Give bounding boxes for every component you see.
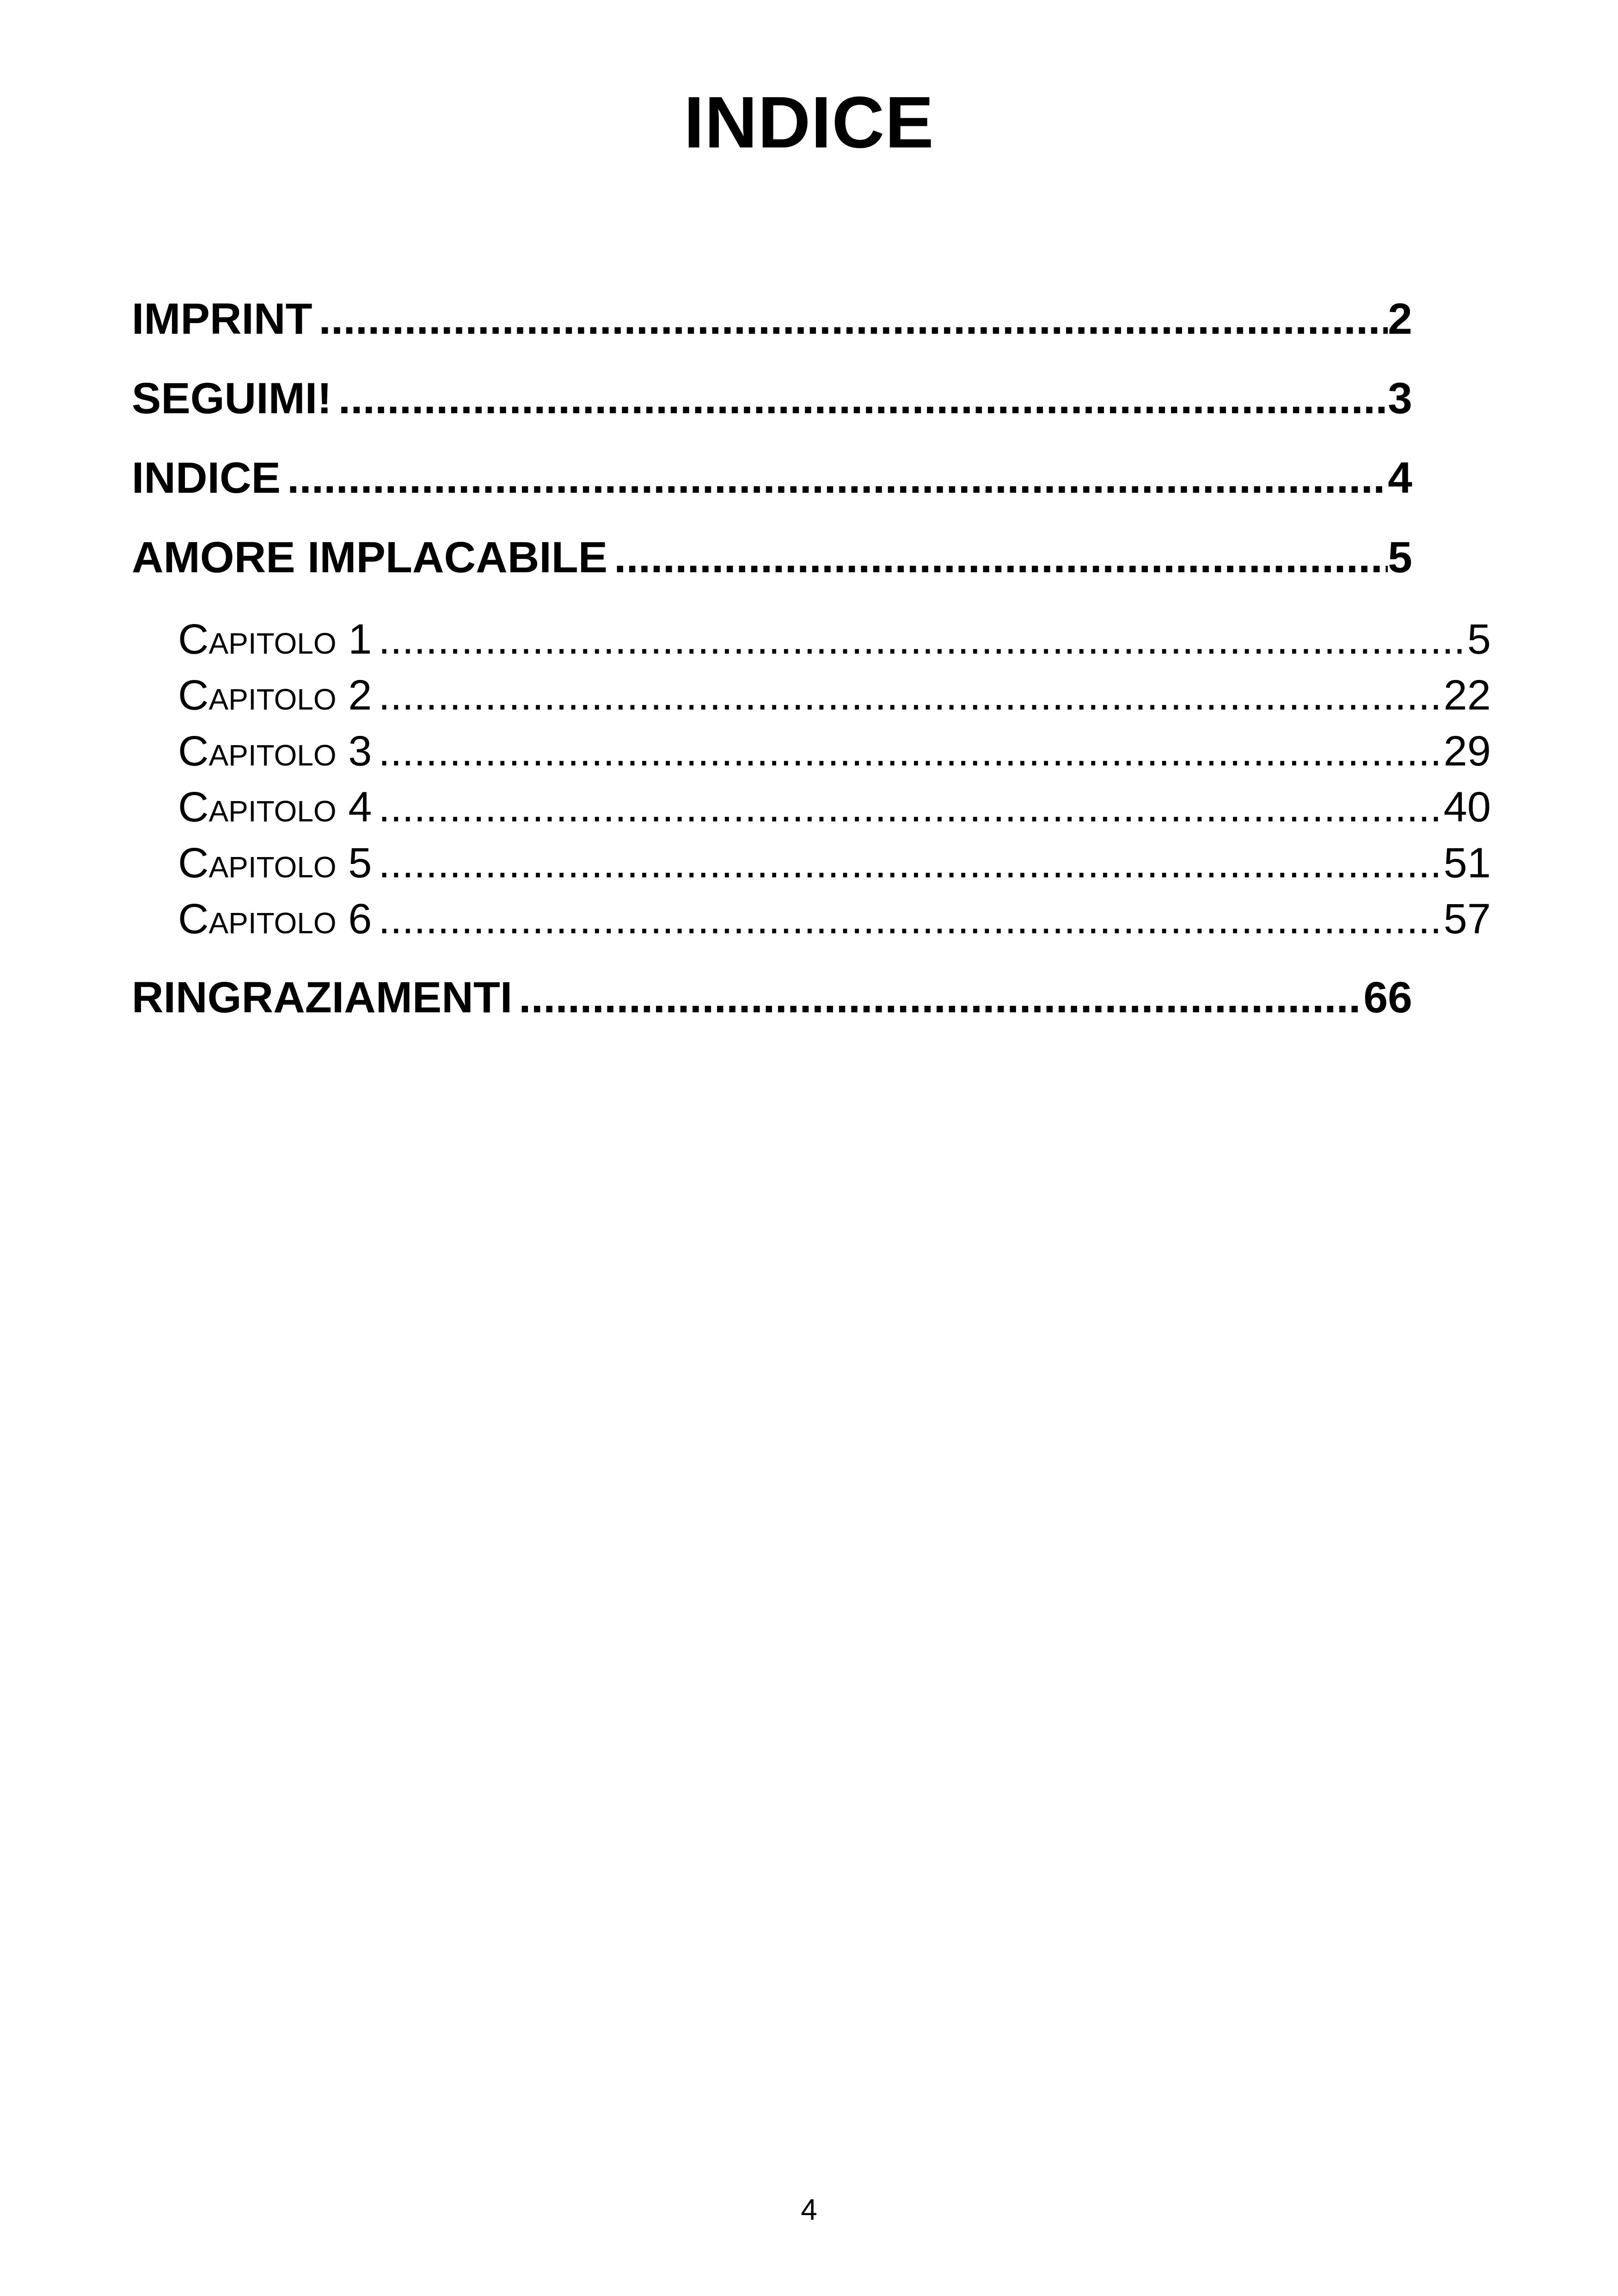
- dot-leader: [607, 530, 1388, 585]
- toc-entry-label: INDICE: [132, 453, 281, 502]
- dot-leader: [512, 970, 1363, 1025]
- toc-entry-label: RINGRAZIAMENTI: [132, 973, 513, 1022]
- toc-entry-label: Capitolo 1: [178, 616, 372, 663]
- toc-entry-page: 57: [1443, 895, 1491, 943]
- dot-leader: [372, 612, 1467, 667]
- dot-leader: [332, 371, 1388, 426]
- page-title: INDICE: [684, 82, 934, 163]
- dot-leader: [313, 291, 1388, 347]
- toc-entry-page: 22: [1443, 672, 1491, 719]
- dot-leader: [372, 723, 1443, 779]
- dot-leader: [372, 891, 1443, 947]
- toc-entry-page: 5: [1388, 533, 1412, 582]
- toc-entry-label: Capitolo 3: [178, 728, 372, 775]
- toc-entry-imprint[interactable]: [132, 291, 1412, 347]
- toc-entry-amore-implacabile[interactable]: [132, 530, 1412, 585]
- toc-entry-chapter[interactable]: [178, 835, 1491, 891]
- dot-leader: [372, 667, 1443, 723]
- toc-entry-page: 5: [1467, 616, 1491, 663]
- toc-entry-label: IMPRINT: [132, 294, 313, 343]
- toc-entry-ringraziamenti[interactable]: [132, 970, 1412, 1025]
- toc-entry-page: 51: [1443, 839, 1491, 887]
- toc-entry-label: Capitolo 6: [178, 895, 372, 943]
- toc-entry-page: 66: [1363, 973, 1412, 1022]
- toc-entry-seguimi[interactable]: [132, 371, 1412, 426]
- dot-leader: [372, 779, 1443, 835]
- toc-entry-label: Capitolo 5: [178, 839, 372, 887]
- page-number: 4: [801, 2193, 817, 2226]
- toc-entry-chapter[interactable]: [178, 612, 1491, 667]
- toc-entry-chapter[interactable]: [178, 667, 1491, 723]
- dot-leader: [281, 450, 1388, 506]
- toc-entry-page: 4: [1388, 453, 1412, 502]
- toc-entry-label: SEGUIMI!: [132, 374, 332, 423]
- dot-leader: [372, 835, 1443, 891]
- toc-entry-page: 2: [1388, 294, 1412, 343]
- toc-entry-label: Capitolo 4: [178, 784, 372, 831]
- toc-entry-page: 29: [1443, 728, 1491, 775]
- toc-entry-label: Capitolo 2: [178, 672, 372, 719]
- toc-entry-chapter[interactable]: [178, 891, 1491, 947]
- toc-entry-page: 40: [1443, 784, 1491, 831]
- toc-entry-page: 3: [1388, 374, 1412, 423]
- toc-entry-indice[interactable]: [132, 450, 1412, 506]
- toc-entry-chapter[interactable]: [178, 779, 1491, 835]
- toc-entry-chapter[interactable]: [178, 723, 1491, 779]
- toc-entry-label: AMORE IMPLACABILE: [132, 533, 608, 582]
